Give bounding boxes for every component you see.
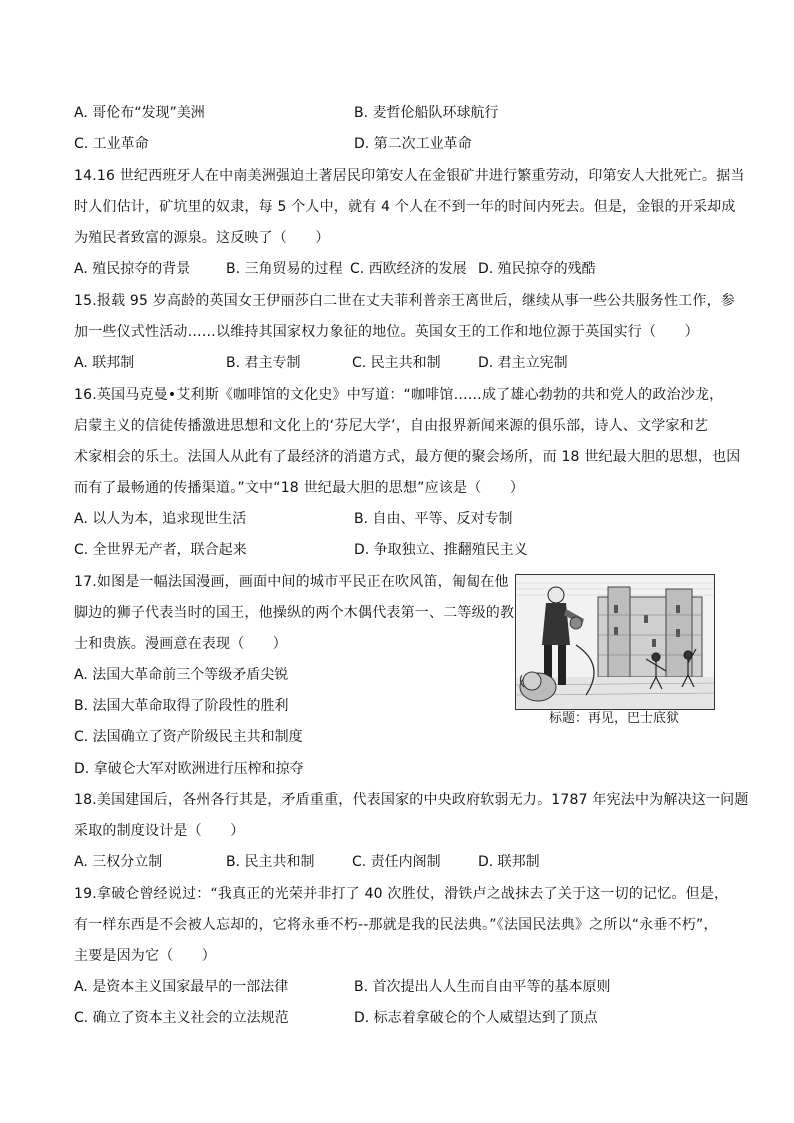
q19-stem-line: 有一样东西是不会被人忘却的，它将永垂不朽--那就是我的民法典。”《法国民法典》之所以“永垂不朽”， [74, 917, 718, 933]
cartoon-caption: 标题：再见，巴士底狱 [549, 711, 680, 726]
q17-stem-line: 脚边的狮子代表当时的国王，他操纵的两个木偶代表第一、二等级的教 [74, 605, 515, 621]
q18-option-d: D. 联邦制 [478, 854, 540, 870]
q19-option-d: D. 标志着拿破仑的个人威望达到了顶点 [354, 1010, 598, 1026]
q15-option-c: C. 民主共和制 [352, 355, 441, 371]
q15-stem-line: 加一些仪式性活动……以维持其国家权力象征的地位。英国女王的工作和地位源于英国实行（ ） [74, 324, 699, 340]
q14-stem-line: 14.16 世纪西班牙人在中南美洲强迫土著居民印第安人在金银矿井进行繁重劳动，印第安人大批死亡。据当 [74, 168, 745, 184]
q16-stem-line: 16.英国马克曼•艾利斯《咖啡馆的文化史》中写道：“咖啡馆……成了雄心勃勃的共和党人的政治沙龙， [74, 387, 724, 403]
q17-stem-line: 士和贵族。漫画意在表现（ ） [74, 636, 287, 652]
q18-option-c: C. 责任内阁制 [352, 854, 441, 870]
q17-stem-line: 17.如图是一幅法国漫画，画面中间的城市平民正在吹风笛，匍匐在他 [74, 574, 509, 590]
q13-option-a: A. 哥伦布“发现”美洲 [74, 105, 205, 121]
q14-option-a: A. 殖民掠夺的背景 [74, 261, 191, 277]
fortress-drawing [598, 587, 702, 677]
q16-stem-line: 术家相会的乐土。法国人从此有了最经济的消遣方式，最方便的聚会场所，而 18 世纪最大胆的思想，也因 [74, 449, 741, 465]
q17-option-b: B. 法国大革命取得了阶段性的胜利 [74, 698, 289, 714]
q18-option-b: B. 民主共和制 [226, 854, 315, 870]
q16-option-d: D. 争取独立、推翻殖民主义 [354, 542, 528, 558]
q15-option-d: D. 君主立宪制 [478, 355, 568, 371]
q14-stem-line: 为殖民者致富的源泉。这反映了（ ） [74, 230, 330, 246]
q17-option-d: D. 拿破仑大军对欧洲进行压榨和掠夺 [74, 761, 304, 777]
q19-stem-line: 19.拿破仑曾经说过：“我真正的光荣并非打了 40 次胜仗，滑铁卢之战抹去了关于这一切的记忆。但是， [74, 886, 729, 902]
q16-stem-line: 而有了最畅通的传播渠道。”文中“18 世纪最大胆的思想”应该是（ ） [74, 480, 525, 496]
q18-option-a: A. 三权分立制 [74, 854, 163, 870]
q19-option-b: B. 首次提出人人生而自由平等的基本原则 [354, 979, 611, 995]
q17-option-c: C. 法国确立了资产阶级民主共和制度 [74, 729, 303, 745]
q16-option-b: B. 自由、平等、反对专制 [354, 511, 513, 527]
q19-option-a: A. 是资本主义国家最早的一部法律 [74, 979, 289, 995]
q16-option-c: C. 全世界无产者，联合起来 [74, 542, 247, 558]
q14-option-c: C. 西欧经济的发展 [350, 261, 467, 277]
q15-option-a: A. 联邦制 [74, 355, 135, 371]
cartoon-image [515, 574, 715, 710]
q18-stem-line: 采取的制度设计是（ ） [74, 823, 245, 839]
q15-option-b: B. 君主专制 [226, 355, 301, 371]
q13-option-c: C. 工业革命 [74, 136, 149, 152]
q19-option-c: C. 确立了资本主义社会的立法规范 [74, 1010, 289, 1026]
q19-stem-line: 主要是因为它（ ） [74, 948, 216, 964]
q14-stem-line: 时人们估计，矿坑里的奴隶，每 5 个人中，就有 4 个人在不到一年的时间内死去。但是，金银的开采却成 [74, 199, 736, 215]
q16-stem-line: 启蒙主义的信徒传播激进思想和文化上的‘芬尼大学’，自由报界新闻来源的俱乐部，诗人、文学家和艺 [74, 418, 709, 434]
q14-option-b: B. 三角贸易的过程 [226, 261, 343, 277]
q17-option-a: A. 法国大革命前三个等级矛盾尖锐 [74, 667, 289, 683]
q16-option-a: A. 以人为本，追求现世生活 [74, 511, 247, 527]
q13-option-d: D. 第二次工业革命 [354, 136, 472, 152]
q15-stem-line: 15.报载 95 岁高龄的英国女王伊丽莎白二世在丈夫菲利普亲王离世后，继续从事一些公共服务性工作，参 [74, 293, 735, 309]
q14-option-d: D. 殖民掠夺的残酷 [478, 261, 596, 277]
q18-stem-line: 18.美国建国后，各州各行其是，矛盾重重，代表国家的中央政府软弱无力。1787 年宪法中为解决这一问题 [74, 792, 749, 808]
q13-option-b: B. 麦哲伦船队环球航行 [354, 105, 499, 121]
